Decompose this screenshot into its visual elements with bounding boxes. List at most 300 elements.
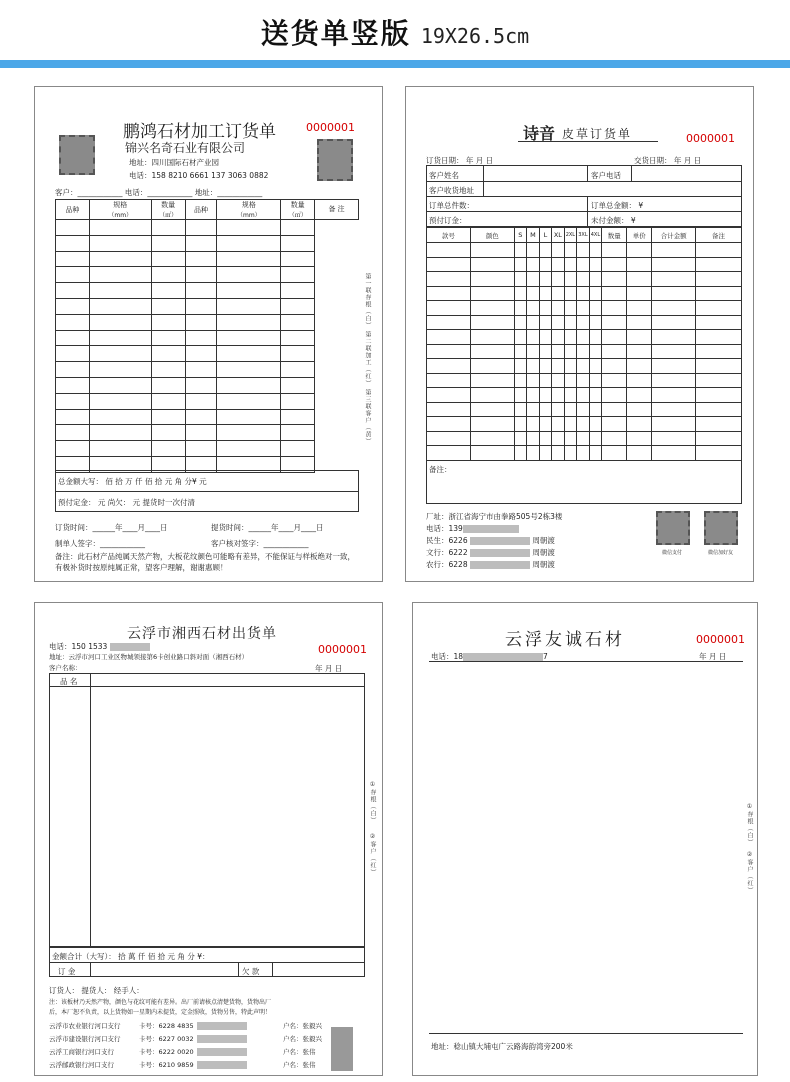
table-cell[interactable] [281, 235, 315, 251]
table-cell[interactable] [151, 330, 185, 346]
table-cell[interactable] [577, 315, 590, 330]
table-cell[interactable] [56, 346, 90, 362]
table-cell[interactable] [89, 298, 151, 314]
table-cell[interactable] [470, 315, 514, 330]
table-cell[interactable] [577, 301, 590, 316]
table-cell[interactable] [589, 330, 602, 345]
table-cell[interactable] [602, 417, 627, 432]
table-cell[interactable] [652, 301, 696, 316]
table-cell[interactable] [539, 286, 552, 301]
form2-customer-address: 客户收货地址 [429, 186, 474, 195]
table-cell[interactable] [217, 298, 281, 314]
table-cell[interactable] [589, 402, 602, 417]
table-cell[interactable] [89, 425, 151, 441]
table-cell[interactable] [589, 286, 602, 301]
table-cell[interactable] [281, 346, 315, 362]
table-cell[interactable] [151, 441, 185, 457]
table-cell[interactable] [652, 402, 696, 417]
table-cell[interactable] [514, 431, 527, 446]
table-cell[interactable] [185, 346, 217, 362]
table-cell[interactable] [527, 243, 540, 258]
table-row [427, 402, 742, 417]
table-cell[interactable] [527, 272, 540, 287]
table-cell[interactable] [185, 330, 217, 346]
table-cell[interactable] [564, 243, 577, 258]
table-cell[interactable] [564, 359, 577, 374]
table-cell[interactable] [185, 251, 217, 267]
table-cell[interactable] [281, 267, 315, 283]
table-cell[interactable] [470, 417, 514, 432]
table-cell[interactable] [602, 446, 627, 461]
table-cell[interactable] [589, 446, 602, 461]
qr-code-icon [59, 135, 95, 175]
table-cell[interactable] [56, 220, 90, 236]
table-cell[interactable] [539, 243, 552, 258]
table-cell[interactable] [696, 373, 742, 388]
table-cell[interactable] [577, 402, 590, 417]
table-cell[interactable] [539, 301, 552, 316]
table-cell[interactable] [514, 257, 527, 272]
table-cell[interactable] [696, 272, 742, 287]
table-cell[interactable] [56, 330, 90, 346]
table-cell[interactable] [470, 373, 514, 388]
table-cell[interactable] [470, 431, 514, 446]
table-cell[interactable] [527, 315, 540, 330]
table-cell[interactable] [89, 314, 151, 330]
table-cell[interactable] [577, 373, 590, 388]
form3-note2: 后，本厂恕不负责，以上货物如一星期内未提货，定金照收，货物另售，特此声明！ [49, 1009, 272, 1016]
table-cell[interactable] [281, 314, 315, 330]
table-cell[interactable] [470, 344, 514, 359]
table-cell[interactable] [577, 272, 590, 287]
table-cell[interactable] [56, 425, 90, 441]
table-cell[interactable] [217, 220, 281, 236]
table-cell[interactable] [56, 283, 90, 299]
table-cell[interactable] [577, 388, 590, 403]
table-cell[interactable] [589, 344, 602, 359]
table-cell[interactable] [652, 315, 696, 330]
form1-phone: 电话：158 8210 6661 137 3063 0882 [129, 171, 269, 180]
table-cell[interactable] [589, 431, 602, 446]
table-cell[interactable] [185, 220, 217, 236]
table-cell[interactable] [427, 330, 471, 345]
table-cell[interactable] [527, 431, 540, 446]
table-cell[interactable] [627, 359, 652, 374]
table-cell[interactable] [602, 301, 627, 316]
table-cell[interactable] [564, 330, 577, 345]
table-cell[interactable] [539, 388, 552, 403]
table-cell[interactable] [427, 286, 471, 301]
table-cell[interactable] [589, 388, 602, 403]
table-cell[interactable] [577, 330, 590, 345]
table-cell[interactable] [217, 441, 281, 457]
table-cell[interactable] [470, 257, 514, 272]
form3-title: 云浮市湘西石材出货单 [127, 626, 277, 642]
table-cell[interactable] [539, 359, 552, 374]
table-cell[interactable] [564, 388, 577, 403]
table-cell[interactable] [652, 272, 696, 287]
table-cell[interactable] [185, 425, 217, 441]
table-cell[interactable] [539, 257, 552, 272]
table-cell[interactable] [696, 243, 742, 258]
table-cell[interactable] [627, 315, 652, 330]
table-cell[interactable] [564, 301, 577, 316]
table-cell[interactable] [427, 373, 471, 388]
table-cell[interactable] [56, 377, 90, 393]
table-cell[interactable] [696, 257, 742, 272]
table-cell[interactable] [627, 257, 652, 272]
table-cell[interactable] [577, 446, 590, 461]
table-cell[interactable] [627, 301, 652, 316]
table-cell[interactable] [217, 235, 281, 251]
table-cell[interactable] [627, 344, 652, 359]
table-cell[interactable] [185, 393, 217, 409]
table-cell[interactable] [185, 298, 217, 314]
table-cell[interactable] [185, 314, 217, 330]
table-cell[interactable] [89, 330, 151, 346]
table-cell[interactable] [552, 330, 565, 345]
table-cell[interactable] [514, 359, 527, 374]
table-cell[interactable] [627, 272, 652, 287]
table-cell[interactable] [470, 446, 514, 461]
table-cell[interactable] [56, 362, 90, 378]
table-cell[interactable] [564, 417, 577, 432]
table-cell[interactable] [696, 315, 742, 330]
table-cell[interactable] [552, 315, 565, 330]
table-cell[interactable] [151, 251, 185, 267]
table-cell[interactable] [652, 388, 696, 403]
table-cell[interactable] [56, 393, 90, 409]
table-cell[interactable] [527, 286, 540, 301]
table-cell[interactable] [564, 272, 577, 287]
table-cell[interactable] [527, 446, 540, 461]
table-cell[interactable] [151, 393, 185, 409]
table-cell[interactable] [151, 283, 185, 299]
table-cell[interactable] [539, 446, 552, 461]
table-cell[interactable] [527, 388, 540, 403]
table-cell[interactable] [281, 362, 315, 378]
table-cell[interactable] [514, 344, 527, 359]
table-cell[interactable] [696, 388, 742, 403]
table-cell[interactable] [217, 330, 281, 346]
table-cell[interactable] [527, 301, 540, 316]
table-cell[interactable] [589, 373, 602, 388]
table-cell[interactable] [56, 441, 90, 457]
table-cell[interactable] [602, 344, 627, 359]
table-cell[interactable] [89, 409, 151, 425]
table-cell[interactable] [602, 431, 627, 446]
table-cell[interactable] [217, 362, 281, 378]
table-cell[interactable] [514, 388, 527, 403]
table-cell[interactable] [652, 417, 696, 432]
table-cell[interactable] [602, 330, 627, 345]
table-cell[interactable] [696, 359, 742, 374]
table-cell[interactable] [602, 315, 627, 330]
table-cell[interactable] [470, 301, 514, 316]
table-cell[interactable] [577, 344, 590, 359]
table-cell[interactable] [89, 362, 151, 378]
table-cell[interactable] [552, 286, 565, 301]
table-cell[interactable] [589, 272, 602, 287]
table-cell[interactable] [652, 446, 696, 461]
table-cell[interactable] [627, 373, 652, 388]
table-cell[interactable] [427, 402, 471, 417]
table-cell[interactable] [89, 393, 151, 409]
table-cell[interactable] [217, 425, 281, 441]
table-cell[interactable] [89, 220, 151, 236]
table-cell[interactable] [564, 373, 577, 388]
table-cell[interactable] [627, 330, 652, 345]
table-cell[interactable] [589, 301, 602, 316]
table-cell[interactable] [427, 431, 471, 446]
table-cell[interactable] [652, 286, 696, 301]
table-cell[interactable] [602, 402, 627, 417]
table-cell[interactable] [185, 441, 217, 457]
table-cell[interactable] [527, 402, 540, 417]
table-cell[interactable] [652, 344, 696, 359]
table-cell[interactable] [281, 441, 315, 457]
table-cell[interactable] [514, 301, 527, 316]
table-cell[interactable] [185, 377, 217, 393]
table-cell[interactable] [602, 257, 627, 272]
table-cell[interactable] [151, 267, 185, 283]
table-cell[interactable] [217, 346, 281, 362]
table-cell[interactable] [514, 243, 527, 258]
table-cell[interactable] [527, 417, 540, 432]
table-cell[interactable] [539, 373, 552, 388]
table-cell[interactable] [602, 359, 627, 374]
table-cell[interactable] [217, 377, 281, 393]
bank-card: 卡号：6227 0032 [139, 1034, 247, 1043]
table-cell[interactable] [427, 446, 471, 461]
table-cell[interactable] [470, 388, 514, 403]
form3-deposit: 订 金 [58, 967, 76, 976]
table-cell[interactable] [470, 402, 514, 417]
table-cell[interactable] [89, 441, 151, 457]
table-cell[interactable] [151, 220, 185, 236]
table-cell[interactable] [552, 301, 565, 316]
table-cell[interactable] [427, 315, 471, 330]
table-cell[interactable] [281, 283, 315, 299]
table-cell[interactable] [696, 286, 742, 301]
table-cell[interactable] [696, 402, 742, 417]
form1-deposit-row: 预付定金： 元 尚欠： 元 提货时一次付清 [58, 498, 196, 507]
table-cell[interactable] [552, 257, 565, 272]
table-cell[interactable] [564, 402, 577, 417]
table-cell[interactable] [577, 417, 590, 432]
table-cell[interactable] [652, 431, 696, 446]
table-cell[interactable] [514, 286, 527, 301]
table-cell[interactable] [281, 251, 315, 267]
table-cell[interactable] [514, 373, 527, 388]
table-cell[interactable] [539, 417, 552, 432]
table-cell[interactable] [577, 243, 590, 258]
table-cell[interactable] [527, 373, 540, 388]
table-cell[interactable] [470, 330, 514, 345]
table-cell[interactable] [427, 301, 471, 316]
table-cell[interactable] [514, 272, 527, 287]
table-cell[interactable] [470, 359, 514, 374]
table-cell[interactable] [577, 257, 590, 272]
table-cell[interactable] [527, 344, 540, 359]
form3-phone: 电话：150 1533 [49, 641, 150, 652]
table-cell[interactable] [281, 377, 315, 393]
table-cell[interactable] [56, 267, 90, 283]
table-cell[interactable] [627, 431, 652, 446]
table-cell[interactable] [552, 243, 565, 258]
form1-total-box [55, 470, 359, 512]
table-cell[interactable] [564, 257, 577, 272]
table-cell[interactable] [427, 417, 471, 432]
table-cell[interactable] [56, 235, 90, 251]
bank-owner: 户名：张毅兴 [283, 1022, 322, 1030]
table-cell[interactable] [627, 243, 652, 258]
table-cell[interactable] [217, 393, 281, 409]
table-cell[interactable] [151, 314, 185, 330]
form2-order-date: 订货日期： 年 月 日 [426, 156, 494, 165]
table-cell[interactable] [564, 344, 577, 359]
table-cell[interactable] [577, 431, 590, 446]
table-cell[interactable] [427, 359, 471, 374]
table-cell[interactable] [470, 286, 514, 301]
table-cell[interactable] [552, 388, 565, 403]
table-cell[interactable] [539, 402, 552, 417]
table-cell[interactable] [539, 315, 552, 330]
table-cell[interactable] [696, 417, 742, 432]
table-cell[interactable] [514, 402, 527, 417]
form4-phone: 电话：18 7 [431, 652, 548, 661]
table-cell[interactable] [217, 267, 281, 283]
table-cell[interactable] [564, 286, 577, 301]
table-cell[interactable] [696, 446, 742, 461]
table-cell[interactable] [589, 359, 602, 374]
table-cell[interactable] [539, 330, 552, 345]
table-cell[interactable] [185, 362, 217, 378]
table-cell[interactable] [589, 243, 602, 258]
table-cell[interactable] [564, 431, 577, 446]
table-cell[interactable] [281, 220, 315, 236]
table-cell[interactable] [151, 425, 185, 441]
table-cell[interactable] [696, 344, 742, 359]
table-cell[interactable] [652, 373, 696, 388]
table-cell[interactable] [470, 243, 514, 258]
table-cell[interactable] [552, 272, 565, 287]
table-cell[interactable] [514, 330, 527, 345]
table-cell[interactable] [602, 286, 627, 301]
table-cell[interactable] [89, 283, 151, 299]
table-cell[interactable] [527, 257, 540, 272]
table-cell[interactable] [577, 359, 590, 374]
table-cell[interactable] [552, 431, 565, 446]
table-cell[interactable] [185, 267, 217, 283]
table-cell[interactable] [602, 243, 627, 258]
table-cell[interactable] [602, 272, 627, 287]
table-cell[interactable] [514, 446, 527, 461]
table-cell[interactable] [514, 315, 527, 330]
table-cell[interactable] [89, 377, 151, 393]
table-cell[interactable] [696, 330, 742, 345]
table-cell[interactable] [652, 243, 696, 258]
table-cell[interactable] [627, 286, 652, 301]
table-cell[interactable] [56, 314, 90, 330]
table-cell[interactable] [89, 267, 151, 283]
bank-card: 卡号：6228 4835 [139, 1021, 247, 1030]
table-cell[interactable] [589, 257, 602, 272]
table-cell[interactable] [577, 286, 590, 301]
table-cell[interactable] [602, 373, 627, 388]
table-cell[interactable] [589, 315, 602, 330]
table-cell[interactable] [527, 359, 540, 374]
table-cell[interactable] [470, 272, 514, 287]
table-cell[interactable] [217, 409, 281, 425]
table-cell[interactable] [281, 409, 315, 425]
table-cell[interactable] [427, 388, 471, 403]
table-cell[interactable] [602, 388, 627, 403]
table-cell[interactable] [89, 251, 151, 267]
table-cell[interactable] [151, 377, 185, 393]
table-cell[interactable] [564, 446, 577, 461]
table-cell[interactable] [185, 235, 217, 251]
table-cell[interactable] [217, 283, 281, 299]
table-cell[interactable] [552, 359, 565, 374]
table-cell[interactable] [151, 346, 185, 362]
table-cell[interactable] [427, 344, 471, 359]
table-cell[interactable] [552, 344, 565, 359]
table-cell[interactable] [56, 298, 90, 314]
table-cell[interactable] [427, 243, 471, 258]
table-cell[interactable] [89, 346, 151, 362]
table-cell[interactable] [427, 257, 471, 272]
table-cell[interactable] [514, 417, 527, 432]
table-cell[interactable] [552, 417, 565, 432]
table-cell[interactable] [627, 402, 652, 417]
table-cell[interactable] [527, 330, 540, 345]
table-cell[interactable] [564, 315, 577, 330]
table-cell[interactable] [696, 301, 742, 316]
table-cell[interactable] [652, 359, 696, 374]
table-cell[interactable] [151, 362, 185, 378]
table-cell[interactable] [427, 272, 471, 287]
table-cell[interactable] [89, 235, 151, 251]
table-cell[interactable] [539, 272, 552, 287]
table-cell[interactable] [151, 409, 185, 425]
table-cell[interactable] [281, 425, 315, 441]
table-cell[interactable] [539, 431, 552, 446]
table-cell[interactable] [552, 402, 565, 417]
table-cell[interactable] [652, 330, 696, 345]
table-cell[interactable] [281, 393, 315, 409]
table-cell[interactable] [652, 257, 696, 272]
table-cell[interactable] [627, 446, 652, 461]
table-cell[interactable] [151, 298, 185, 314]
table-cell[interactable] [151, 235, 185, 251]
table-cell[interactable] [281, 330, 315, 346]
table-cell[interactable] [552, 446, 565, 461]
table-cell[interactable] [696, 431, 742, 446]
table-cell[interactable] [627, 417, 652, 432]
table-cell[interactable] [627, 388, 652, 403]
table-cell[interactable] [281, 298, 315, 314]
table-cell[interactable] [56, 251, 90, 267]
table-cell[interactable] [56, 409, 90, 425]
table-cell[interactable] [185, 283, 217, 299]
table-cell[interactable] [217, 251, 281, 267]
table-cell[interactable] [552, 373, 565, 388]
table-cell[interactable] [539, 344, 552, 359]
table-cell[interactable] [185, 409, 217, 425]
table-cell[interactable] [217, 314, 281, 330]
table-cell[interactable] [589, 417, 602, 432]
